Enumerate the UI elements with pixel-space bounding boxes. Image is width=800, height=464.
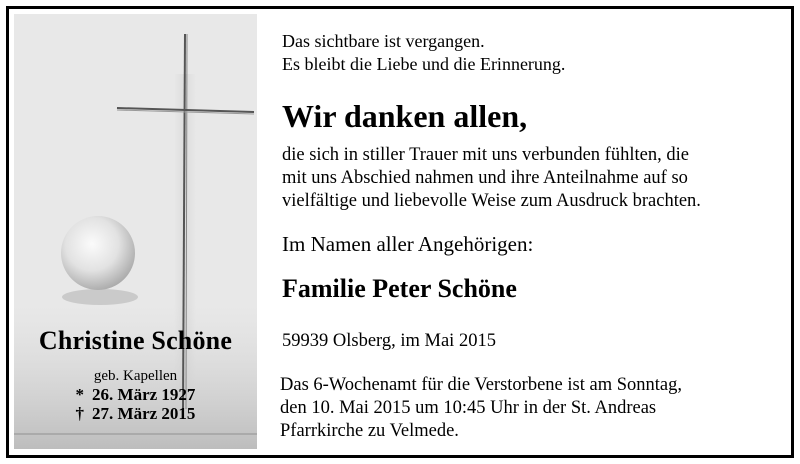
service-notice [280, 374, 682, 443]
place-date: 59939 Olsberg, im Mai 2015 [282, 331, 496, 351]
service-line: Das 6-Wochenamt für die Verstorbene ist am Sonntag, [280, 375, 682, 395]
thanks-line: mit uns Abschied nahmen und ihre Anteilnahme auf so [282, 168, 688, 188]
motto-line: Es bleibt die Liebe und die Erinnerung. [282, 54, 566, 74]
thanks-line: die sich in stiller Trauer mit uns verbunden fühlten, die [282, 145, 689, 165]
motto-line: Das sichtbare ist vergangen. [282, 31, 485, 51]
death-cross-icon: † [75, 404, 85, 423]
memorial-panel [14, 14, 257, 449]
maiden-name: geb. Kapellen [93, 368, 178, 384]
thanks-heading: Wir danken allen, [282, 98, 528, 134]
sphere-icon [61, 216, 138, 305]
on-behalf-line: Im Namen aller Angehörigen: [282, 232, 534, 256]
service-line: den 10. Mai 2015 um 10:45 Uhr in der St. Andreas [280, 398, 657, 418]
service-line: Pfarrkirche zu Velmede. [280, 421, 459, 441]
death-date-row [14, 404, 257, 424]
family-signature: Familie Peter Schöne [282, 274, 517, 303]
birth-star-icon: * [75, 385, 85, 404]
motto [282, 30, 565, 76]
birth-date-row [14, 385, 257, 405]
thanks-text [282, 144, 701, 213]
deceased-name: Christine Schöne [38, 326, 233, 355]
thanks-line: vielfältige und liebevolle Weise zum Ausdruck brachten. [282, 191, 701, 211]
birth-date: 26. März 1927 [92, 385, 196, 404]
death-date: 27. März 2015 [92, 404, 196, 423]
